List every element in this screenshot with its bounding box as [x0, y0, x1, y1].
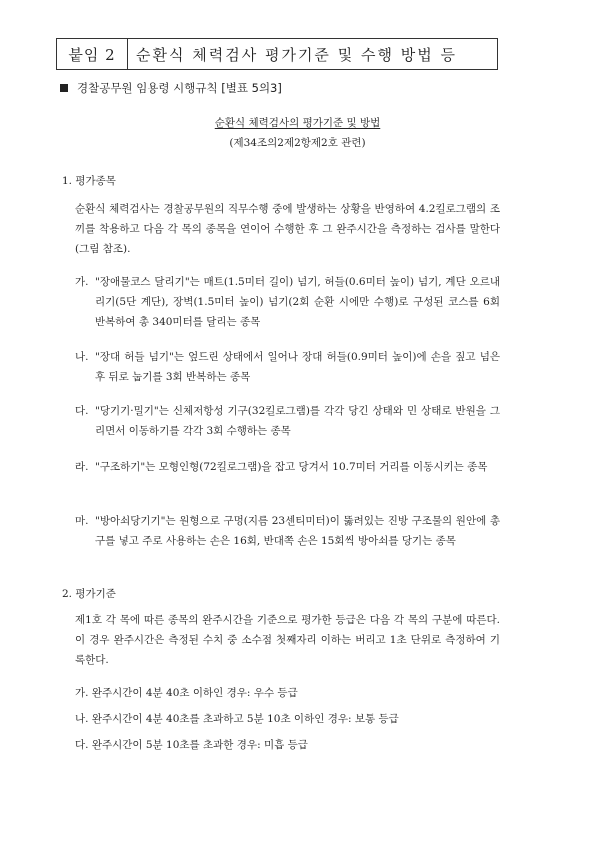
- list-item: [75, 272, 500, 332]
- attachment-label: 붙임 2: [57, 39, 128, 69]
- document-title: 순환식 체력검사의 평가기준 및 방법: [214, 117, 381, 129]
- item-text: "장애물코스 달리기"는 매트(1.5미터 길이) 넘기, 허들(0.6미터 높이) 넘기, 계단 오르내리기(5단 계단), 장벽(1.5미터 높이) 넘기(2회 순환 시에만 수행)로 구성된 코스를 6회 반복하여 총 340미터를 달리는 종목: [95, 276, 500, 328]
- item-text: "구조하기"는 모형인형(72킬로그램)을 잡고 당겨서 10.7미터 거리를 이동시키는 종목: [95, 461, 488, 473]
- criteria-item: 나. 완주시간이 4분 40초를 초과하고 5분 10초 이하인 경우: 보통 등급: [75, 713, 399, 725]
- item-marker: 가.: [75, 276, 89, 288]
- item-marker: 마.: [75, 515, 89, 527]
- document-subtitle: (제34조의2제2항제2호 관련): [229, 137, 366, 149]
- law-reference: 경찰공무원 임용령 시행규칙 [별표 5의3]: [77, 81, 282, 95]
- list-item: [75, 401, 500, 441]
- law-reference-line: [60, 80, 282, 96]
- list-item: [75, 457, 500, 477]
- item-text: "당기기·밀기"는 신체저항성 기구(32킬로그램)를 각각 당긴 상태와 민 상태로 반원을 그리면서 이동하기를 각각 3회 수행하는 종목: [95, 405, 500, 437]
- item-text: "방아쇠당기기"는 원형으로 구멍(지름 23센티미터)이 뚫려있는 진방 구조물의 원안에 총구를 넣고 주로 사용하는 손은 16회, 반대쪽 손은 15회씩 방아쇠를 당기는 종목: [95, 515, 500, 547]
- item-text: "장대 허들 넘기"는 엎드린 상태에서 일어나 장대 허들(0.9미터 높이)에 손을 짚고 넘은 후 뒤로 눕기를 3회 반복하는 종목: [95, 351, 500, 383]
- item-marker: 나.: [75, 351, 89, 363]
- list-item: [75, 347, 500, 387]
- list-item: [75, 511, 500, 551]
- criteria-item: 가. 완주시간이 4분 40초 이하인 경우: 우수 등급: [75, 687, 298, 699]
- section-1-heading: 1. 평가종목: [62, 175, 116, 187]
- item-marker: 라.: [75, 461, 89, 473]
- section-2-heading: 2. 평가기준: [62, 588, 116, 600]
- section-1-intro: 순환식 체력검사는 경찰공무원의 직무수행 중에 발생하는 상황을 반영하여 4.2킬로그램의 조끼를 착용하고 다음 각 목의 종목을 연이어 수행한 후 그 완주시간을 측정하는 검사를 말한다(그림 참조).: [75, 203, 500, 255]
- section-2-intro: 제1호 각 목에 따른 종목의 완주시간을 기준으로 평가한 등급은 다음 각 목의 구분에 따른다. 이 경우 완주시간은 측정된 수치 중 소수점 첫째자리 이하는 버리고 1초 단위로 측정하여 기록한다.: [75, 614, 500, 666]
- square-bullet-icon: [60, 84, 68, 92]
- item-marker: 다.: [75, 405, 89, 417]
- criteria-item: 다. 완주시간이 5분 10초를 초과한 경우: 미흡 등급: [75, 739, 308, 751]
- header-box: [56, 38, 498, 70]
- attachment-title: 순환식 체력검사 평가기준 및 수행 방법 등: [136, 45, 457, 64]
